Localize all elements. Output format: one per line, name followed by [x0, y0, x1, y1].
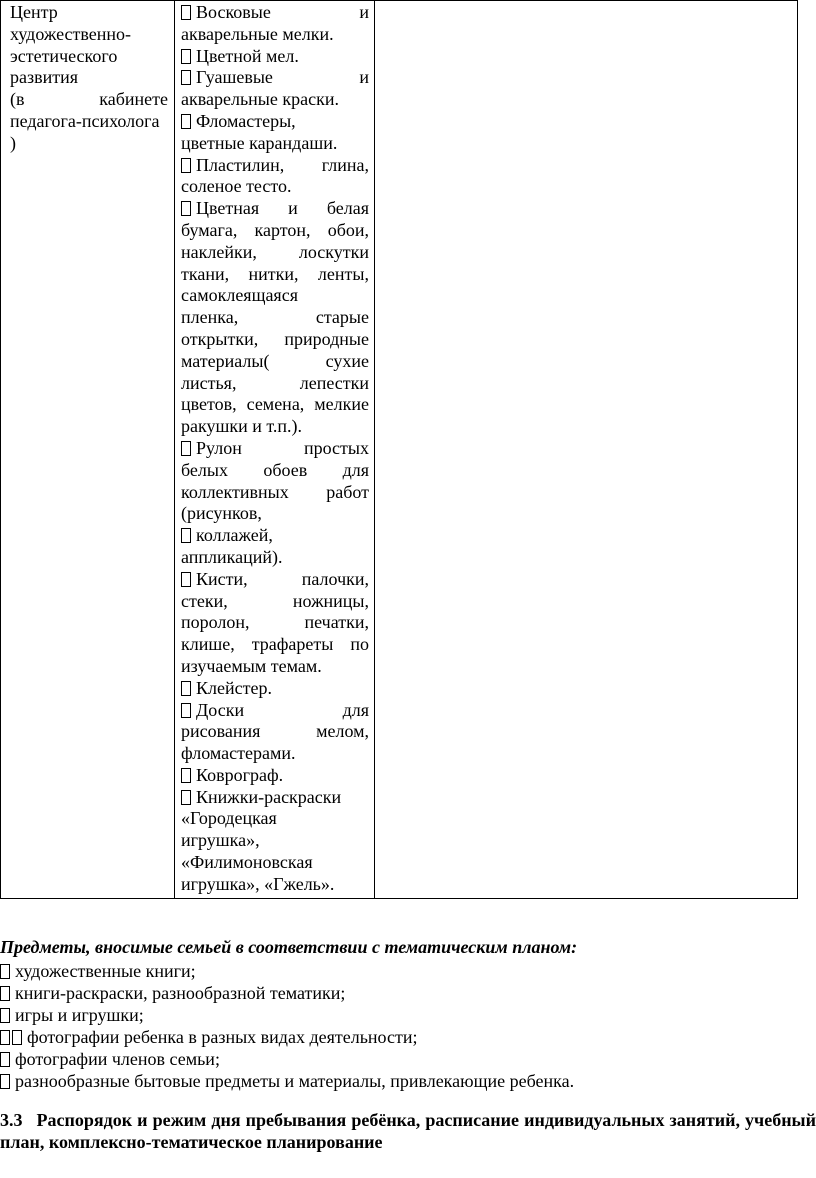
material-line: клише, трафареты по	[181, 634, 369, 655]
material-line: (рисунков,	[181, 503, 262, 524]
material-line: аппликаций).	[181, 546, 283, 567]
material-line: Коврограф.	[181, 765, 369, 787]
material-line: Рулон простых	[181, 438, 369, 460]
family-item-text: фотографии ребенка в разных видах деятельности;	[27, 1026, 418, 1047]
bullet-box-icon	[181, 114, 191, 129]
center-name-line: )	[10, 132, 16, 153]
material-line: Пластилин, глина,	[181, 155, 369, 177]
empty-cell	[375, 1, 798, 899]
section-title: Распорядок и режим дня пребывания ребёнка, расписание индивидуальных занятий, учебный план, комплексно-тематическое планирование	[0, 1110, 816, 1152]
family-item	[0, 982, 816, 1004]
bullet-box-icon	[181, 441, 191, 456]
material-item	[181, 438, 369, 525]
material-item	[181, 787, 369, 896]
family-items-section	[0, 937, 816, 1092]
materials-cell	[175, 1, 375, 899]
material-item	[181, 765, 369, 787]
material-line: цветные карандаши.	[181, 132, 338, 153]
material-line: Гуашевые и	[181, 67, 369, 89]
material-line: «Филимоновская	[181, 852, 313, 873]
family-items-list	[0, 960, 816, 1092]
material-line: стеки, ножницы,	[181, 590, 369, 611]
material-line: самоклеящаяся	[181, 285, 298, 306]
material-line: поролон, печатки,	[181, 612, 369, 633]
material-line: цветов, семена, мелкие	[181, 394, 369, 415]
material-line: листья, лепестки	[181, 372, 369, 393]
bullet-box-icon	[181, 201, 191, 216]
bullet-box-icon	[181, 681, 191, 696]
center-name-line: развития	[10, 67, 79, 88]
material-line: Цветной мел.	[181, 46, 369, 68]
material-line: «Городецкая	[181, 808, 277, 829]
section-heading	[0, 1109, 816, 1153]
table-row	[1, 1, 798, 899]
material-line: рисования мелом,	[181, 721, 369, 742]
bullet-box-icon	[0, 1008, 10, 1023]
bullet-box-icon	[181, 768, 191, 783]
material-line: игрушка», «Гжель».	[181, 873, 335, 894]
material-line: ткани, нитки, ленты,	[181, 263, 369, 284]
bullet-box-icon	[181, 158, 191, 173]
material-line: коллажей,	[181, 525, 369, 547]
material-line: Восковые и	[181, 2, 369, 24]
material-item	[181, 67, 369, 111]
bullet-box-icon	[181, 790, 191, 805]
material-line: изучаемым темам.	[181, 655, 322, 676]
material-line: Доски для	[181, 700, 369, 722]
center-name-line: художественно-	[10, 23, 132, 44]
material-line: бумага, картон, обои,	[181, 219, 369, 240]
family-item-text: художественные книги;	[15, 960, 196, 981]
material-line: коллективных работ	[181, 481, 369, 502]
material-line: акварельные мелки.	[181, 23, 334, 44]
material-line: наклейки, лоскутки	[181, 241, 369, 262]
family-item	[0, 1070, 816, 1092]
bullet-box-icon	[0, 964, 10, 979]
bullet-box-icon	[181, 70, 191, 85]
section-number: 3.3	[0, 1110, 23, 1130]
materials-list	[181, 2, 369, 896]
material-line: фломастерами.	[181, 743, 296, 764]
center-name-line: Центр	[10, 2, 58, 22]
material-line: Клейстер.	[181, 678, 369, 700]
bullet-box-icon	[0, 1030, 10, 1045]
material-line: Книжки-раскраски	[181, 787, 369, 809]
center-name	[10, 2, 168, 155]
material-line: акварельные краски.	[181, 89, 339, 110]
material-item	[181, 2, 369, 46]
material-line: открытки, природные	[181, 328, 369, 349]
bullet-box-icon	[0, 1052, 10, 1067]
material-item	[181, 700, 369, 765]
bullet-box-icon	[0, 1074, 10, 1089]
center-name-line: эстетического	[10, 45, 118, 66]
bullet-box-icon	[181, 5, 191, 20]
material-item	[181, 569, 369, 678]
family-item-text: книги-раскраски, разнообразной тематики;	[15, 982, 346, 1003]
center-name-cell	[1, 1, 175, 899]
bullet-box-icon	[181, 528, 191, 543]
family-item	[0, 1026, 816, 1048]
family-item-text: разнообразные бытовые предметы и материалы, привлекающие ребенка.	[15, 1070, 575, 1091]
family-item	[0, 1048, 816, 1070]
material-line: Кисти, палочки,	[181, 569, 369, 591]
material-line: ракушки и т.п.).	[181, 416, 302, 437]
family-item-text: фотографии членов семьи;	[15, 1048, 220, 1069]
family-item-text: игры и игрушки;	[15, 1004, 144, 1025]
center-name-line: педагога-психолога	[10, 110, 160, 131]
center-name-line: (в кабинете	[10, 89, 168, 110]
bullet-box-icon	[181, 49, 191, 64]
material-line: Цветная и белая	[181, 198, 369, 220]
material-item	[181, 678, 369, 700]
bullet-box-icon	[12, 1030, 22, 1045]
family-item	[0, 1004, 816, 1026]
material-line: соленое тесто.	[181, 176, 292, 197]
bullet-box-icon	[181, 703, 191, 718]
material-line: Фломастеры,	[181, 111, 369, 133]
material-item	[181, 111, 369, 155]
bullet-box-icon	[181, 572, 191, 587]
family-item	[0, 960, 816, 982]
material-line: игрушка»,	[181, 830, 260, 851]
material-line: материалы( сухие	[181, 350, 369, 371]
material-item	[181, 525, 369, 569]
material-item	[181, 155, 369, 199]
material-line: белых обоев для	[181, 459, 369, 480]
material-item	[181, 46, 369, 68]
material-item	[181, 198, 369, 438]
family-items-title: Предметы, вносимые семьей в соответствии с тематическим планом:	[0, 937, 578, 957]
bullet-box-icon	[0, 986, 10, 1001]
material-line: пленка, старые	[181, 307, 369, 328]
